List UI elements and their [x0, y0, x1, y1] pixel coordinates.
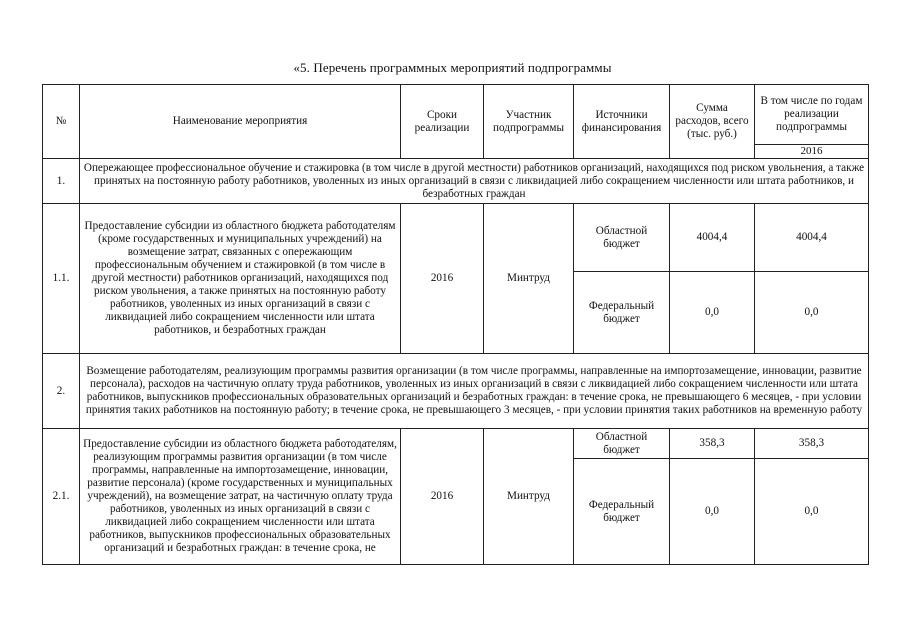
item-period: 2016: [401, 429, 484, 565]
header-source: Источники финансирования: [574, 85, 670, 159]
funding-total: 0,0: [670, 459, 755, 565]
funding-source: Областной бюджет: [574, 429, 670, 459]
header-by-year: В том числе по годам реализации подпрограммы: [755, 85, 869, 145]
header-year: 2016: [755, 145, 869, 159]
item-row: [43, 429, 869, 459]
header-num: №: [43, 85, 80, 159]
funding-2016: 0,0: [755, 272, 869, 354]
section-number: 2.: [43, 354, 80, 429]
document-title: «5. Перечень программных мероприятий подпрограммы: [293, 60, 612, 75]
item-number: 2.1.: [43, 429, 80, 565]
funding-total: 4004,4: [670, 204, 755, 272]
funding-source: Областной бюджет: [574, 204, 670, 272]
header-total: Сумма расходов, всего (тыс. руб.): [670, 85, 755, 159]
section-title: Опережающее профессиональное обучение и стажировка (в том числе в другой местности) работников организаций, находящихся под риском увольнения, а также принятых на постоянную работу работников, уволенных из иных организаций в связи с ликвидацией либо сокращением численности или штата работников, и безработных граждан: [80, 159, 869, 204]
item-period: 2016: [401, 204, 484, 354]
item-name: Предоставление субсидии из областного бюджета работодателям (кроме государственных и муниципальных учреждений) на возмещение затрат, связанных с опережающим профессиональным обучением и стажировкой (в том числе в другой местности) работников организаций, находящихся под риском увольнения, а также принятых на постоянную работу работников, уволенных из иных организаций в связи с ликвидацией либо сокращением численности или штата работников, и безработных граждан: [80, 204, 401, 354]
item-row: [43, 204, 869, 272]
section-row: [43, 159, 869, 204]
funding-total: 358,3: [670, 429, 755, 459]
header-name: Наименование мероприятия: [80, 85, 401, 159]
section-title: Возмещение работодателям, реализующим программы развития организации (в том числе программы, направленные на импортозамещение, инновации, развитие персонала), расходов на частичную оплату труда работников, уволенных из иных организаций в связи с ликвидацией либо сокращением численности или штата работников, выпускников профессиональных образовательных организаций и безработных граждан: в течение срока, не превышающего 6 месяцев, - при условии принятия таких работников на постоянную работу; в течение срока, не превышающего 3 месяцев, - при условии принятия таких работников на временную работу: [80, 354, 869, 429]
funding-source: Федеральный бюджет: [574, 272, 670, 354]
section-row: [43, 354, 869, 429]
header-participant: Участник подпрограммы: [484, 85, 574, 159]
header-period: Сроки реализации: [401, 85, 484, 159]
funding-total: 0,0: [670, 272, 755, 354]
section-number: 1.: [43, 159, 80, 204]
funding-2016: 0,0: [755, 459, 869, 565]
header-row: [43, 85, 869, 145]
item-participant: Минтруд: [484, 204, 574, 354]
funding-2016: 4004,4: [755, 204, 869, 272]
funding-2016: 358,3: [755, 429, 869, 459]
item-number: 1.1.: [43, 204, 80, 354]
item-name: Предоставление субсидии из областного бюджета работодателям, реализующим программы развития организации (в том числе программы, направленные на импортозамещение, инновации, развитие персонала) (кроме государственных и муниципальных учреждений), на возмещение затрат, на частичную оплату труда работников, уволенных из иных организаций в связи с ликвидацией либо сокращением численности или штата работников, выпускников профессиональных образовательных организаций и безработных граждан: в течение срока, не: [80, 429, 401, 565]
program-activities-table: [42, 84, 869, 565]
funding-source: Федеральный бюджет: [574, 459, 670, 565]
item-participant: Минтруд: [484, 429, 574, 565]
